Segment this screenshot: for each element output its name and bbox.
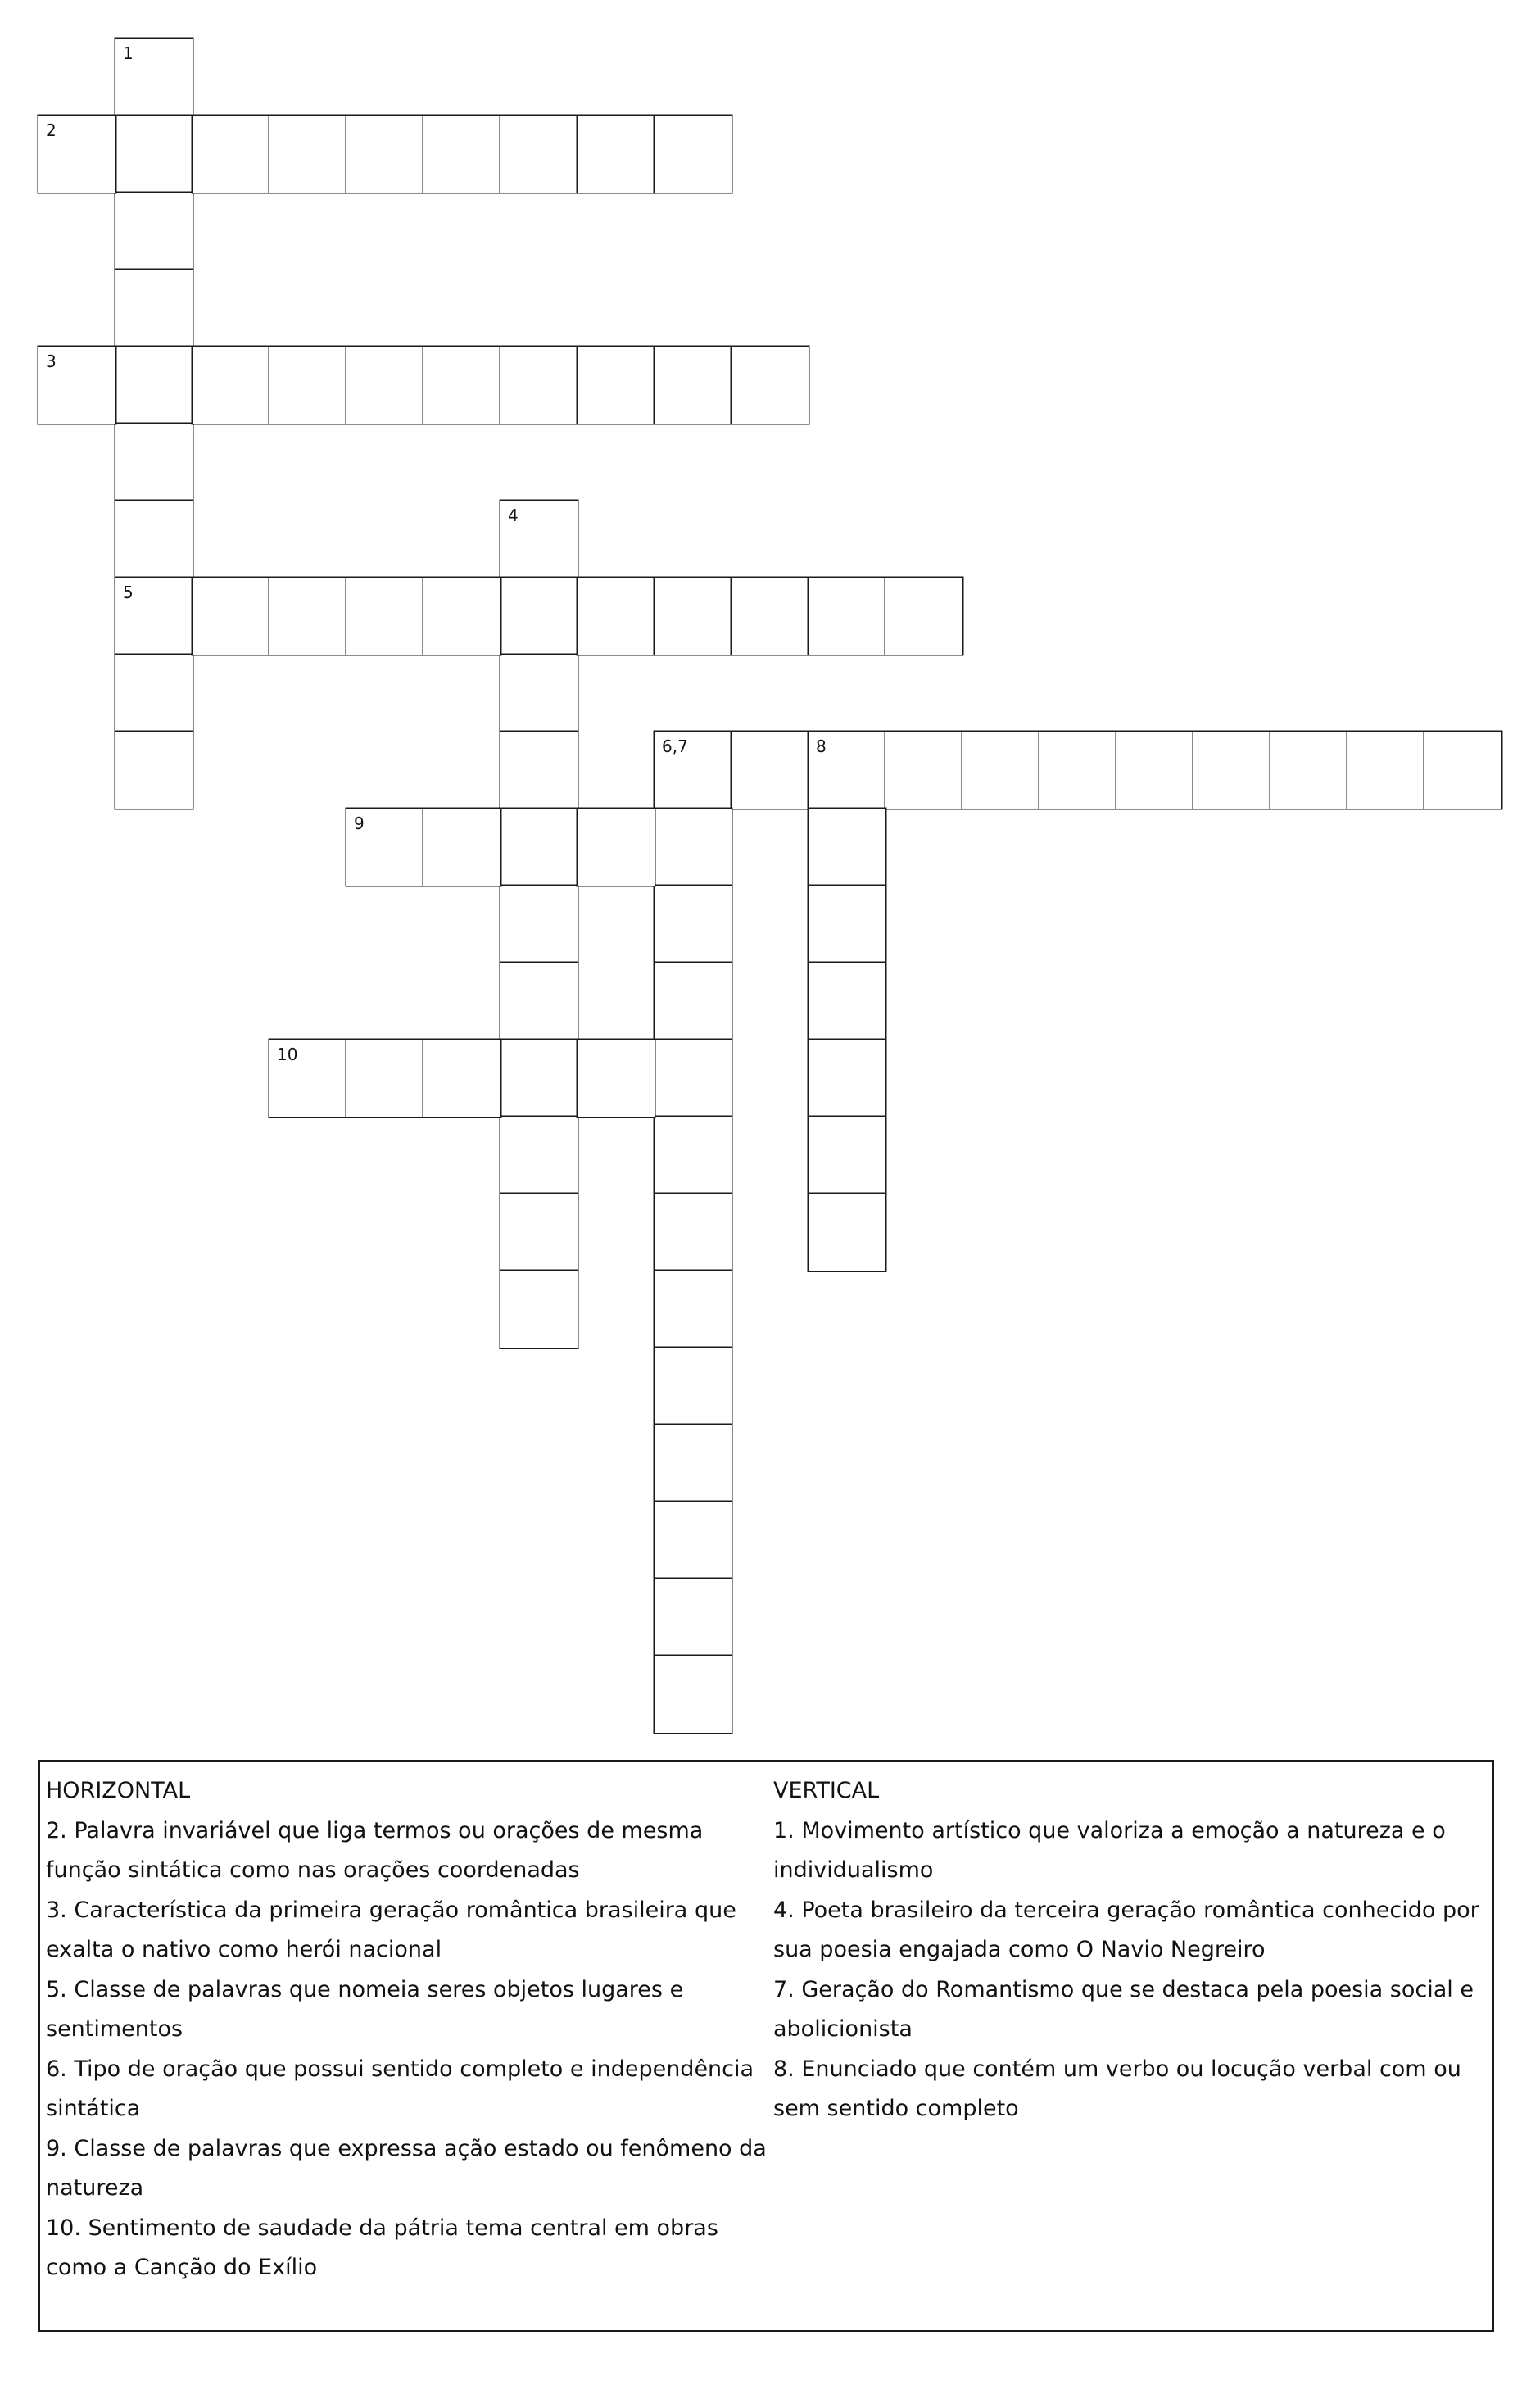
grid-cell[interactable]	[808, 1194, 886, 1271]
grid-cell[interactable]	[270, 578, 346, 655]
grid-cell[interactable]	[500, 347, 578, 424]
clue-vertical-4: 4. Poeta brasileiro da terceira geração romântica conhecido por sua poesia engajada como O Navio Negreiro	[773, 1897, 1479, 1962]
grid-cell[interactable]	[192, 116, 270, 193]
grid-cell[interactable]	[116, 578, 192, 655]
grid-cell[interactable]	[116, 732, 192, 809]
grid-cell[interactable]	[654, 1117, 732, 1194]
grid-cell[interactable]	[424, 578, 500, 655]
grid-cell[interactable]	[808, 1117, 886, 1194]
grid-cell[interactable]	[116, 655, 192, 732]
clue-horizontal-3: 3. Característica da primeira geração romântica brasileira que exalta o nativo como herói nacional	[46, 1897, 736, 1962]
grid-cell[interactable]	[500, 116, 578, 193]
grid-cell[interactable]	[654, 1502, 732, 1579]
grid-cell[interactable]	[654, 1194, 732, 1271]
clue-vertical-7: 7. Geração do Romantismo que se destaca pela poesia social e abolicionista	[773, 1976, 1474, 2042]
grid-cell[interactable]	[578, 116, 654, 193]
clue-horizontal-9: 9. Classe de palavras que expressa ação estado ou fenômeno da natureza	[46, 2135, 767, 2201]
clue-vertical-1: 1. Movimento artístico que valoriza a emoção a natureza e o individualismo	[773, 1817, 1446, 1883]
grid-cell[interactable]	[732, 732, 808, 809]
grid-cell[interactable]	[654, 578, 732, 655]
grid-cell[interactable]	[500, 1117, 578, 1194]
grid-cell[interactable]	[1116, 732, 1194, 809]
grid-cell[interactable]	[500, 501, 578, 578]
grid-cell[interactable]	[270, 1040, 346, 1117]
clue-number: 5	[123, 583, 134, 602]
vertical-heading: VERTICAL	[773, 1778, 880, 1803]
grid-cell[interactable]	[116, 39, 192, 116]
grid-cell[interactable]	[654, 809, 732, 886]
grid-cell[interactable]	[654, 1271, 732, 1348]
clues-box	[38, 1760, 1494, 2332]
grid-cell[interactable]	[886, 578, 962, 655]
grid-cell[interactable]	[500, 732, 578, 809]
grid-cell[interactable]	[654, 886, 732, 963]
grid-cell[interactable]	[424, 347, 500, 424]
grid-cell[interactable]	[192, 347, 270, 424]
horizontal-clues	[46, 1771, 767, 2288]
grid-cell[interactable]	[578, 347, 654, 424]
grid-cell[interactable]	[270, 116, 346, 193]
grid-cell[interactable]	[1040, 732, 1116, 809]
grid-cell[interactable]	[270, 347, 346, 424]
grid-cell[interactable]	[424, 116, 500, 193]
grid-cell[interactable]	[500, 809, 578, 886]
grid-cell[interactable]	[808, 963, 886, 1040]
grid-cell[interactable]	[732, 578, 808, 655]
grid-cell[interactable]	[116, 424, 192, 501]
grid-cell[interactable]	[1270, 732, 1348, 809]
grid-cell[interactable]	[116, 347, 192, 424]
grid-cell[interactable]	[424, 809, 500, 886]
clue-horizontal-2: 2. Palavra invariável que liga termos ou orações de mesma função sintática como nas orações coordenadas	[46, 1817, 704, 1883]
grid-cell[interactable]	[654, 732, 732, 809]
grid-cell[interactable]	[654, 347, 732, 424]
grid-cell[interactable]	[500, 1271, 578, 1348]
grid-cell[interactable]	[578, 809, 654, 886]
grid-cell[interactable]	[732, 347, 808, 424]
grid-cell[interactable]	[38, 347, 116, 424]
clue-number: 1	[123, 43, 134, 63]
grid-cell[interactable]	[808, 578, 886, 655]
grid-cell[interactable]	[116, 193, 192, 270]
grid-cell[interactable]	[578, 578, 654, 655]
grid-cell[interactable]	[1194, 732, 1270, 809]
grid-cell[interactable]	[808, 1040, 886, 1117]
clue-horizontal-6: 6. Tipo de oração que possui sentido completo e independência sintática	[46, 2056, 754, 2121]
grid-cell[interactable]	[500, 886, 578, 963]
clue-number: 9	[354, 814, 365, 833]
grid-cell[interactable]	[654, 116, 732, 193]
horizontal-heading: HORIZONTAL	[46, 1778, 191, 1803]
grid-cell[interactable]	[808, 809, 886, 886]
grid-cell[interactable]	[192, 578, 270, 655]
vertical-clues	[773, 1771, 1490, 2129]
clue-number: 10	[277, 1045, 298, 1064]
grid-cell[interactable]	[346, 809, 424, 886]
grid-cell[interactable]	[500, 578, 578, 655]
grid-cell[interactable]	[808, 732, 886, 809]
grid-cell[interactable]	[500, 1040, 578, 1117]
grid-cell[interactable]	[116, 501, 192, 578]
grid-cell[interactable]	[346, 347, 424, 424]
grid-cell[interactable]	[654, 963, 732, 1040]
grid-cell[interactable]	[962, 732, 1040, 809]
grid-cell[interactable]	[500, 655, 578, 732]
grid-cell[interactable]	[346, 116, 424, 193]
grid-cell[interactable]	[424, 1040, 500, 1117]
grid-cell[interactable]	[116, 270, 192, 347]
clue-number: 4	[508, 506, 519, 525]
grid-cell[interactable]	[654, 1348, 732, 1425]
grid-cell[interactable]	[500, 1194, 578, 1271]
grid-cell[interactable]	[346, 1040, 424, 1117]
grid-cell[interactable]	[654, 1425, 732, 1502]
grid-cell[interactable]	[654, 1579, 732, 1656]
grid-cell[interactable]	[654, 1040, 732, 1117]
grid-cell[interactable]	[38, 116, 116, 193]
grid-cell[interactable]	[886, 732, 962, 809]
clue-number: 2	[46, 120, 57, 140]
grid-cell[interactable]	[1348, 732, 1424, 809]
grid-cell[interactable]	[1424, 732, 1502, 809]
grid-cell[interactable]	[500, 963, 578, 1040]
clue-vertical-8: 8. Enunciado que contém um verbo ou locução verbal com ou sem sentido completo	[773, 2056, 1461, 2121]
grid-cell[interactable]	[578, 1040, 654, 1117]
clue-number: 6,7	[662, 737, 688, 756]
clue-number: 8	[816, 737, 827, 756]
grid-cell[interactable]	[346, 578, 424, 655]
clue-horizontal-5: 5. Classe de palavras que nomeia seres objetos lugares e sentimentos	[46, 1976, 684, 2042]
grid-cell[interactable]	[116, 116, 192, 193]
clue-horizontal-10: 10. Sentimento de saudade da pátria tema central em obras como a Canção do Exílio	[46, 2215, 718, 2280]
grid-cell[interactable]	[654, 1656, 732, 1733]
clue-number: 3	[46, 351, 57, 371]
grid-cell[interactable]	[808, 886, 886, 963]
